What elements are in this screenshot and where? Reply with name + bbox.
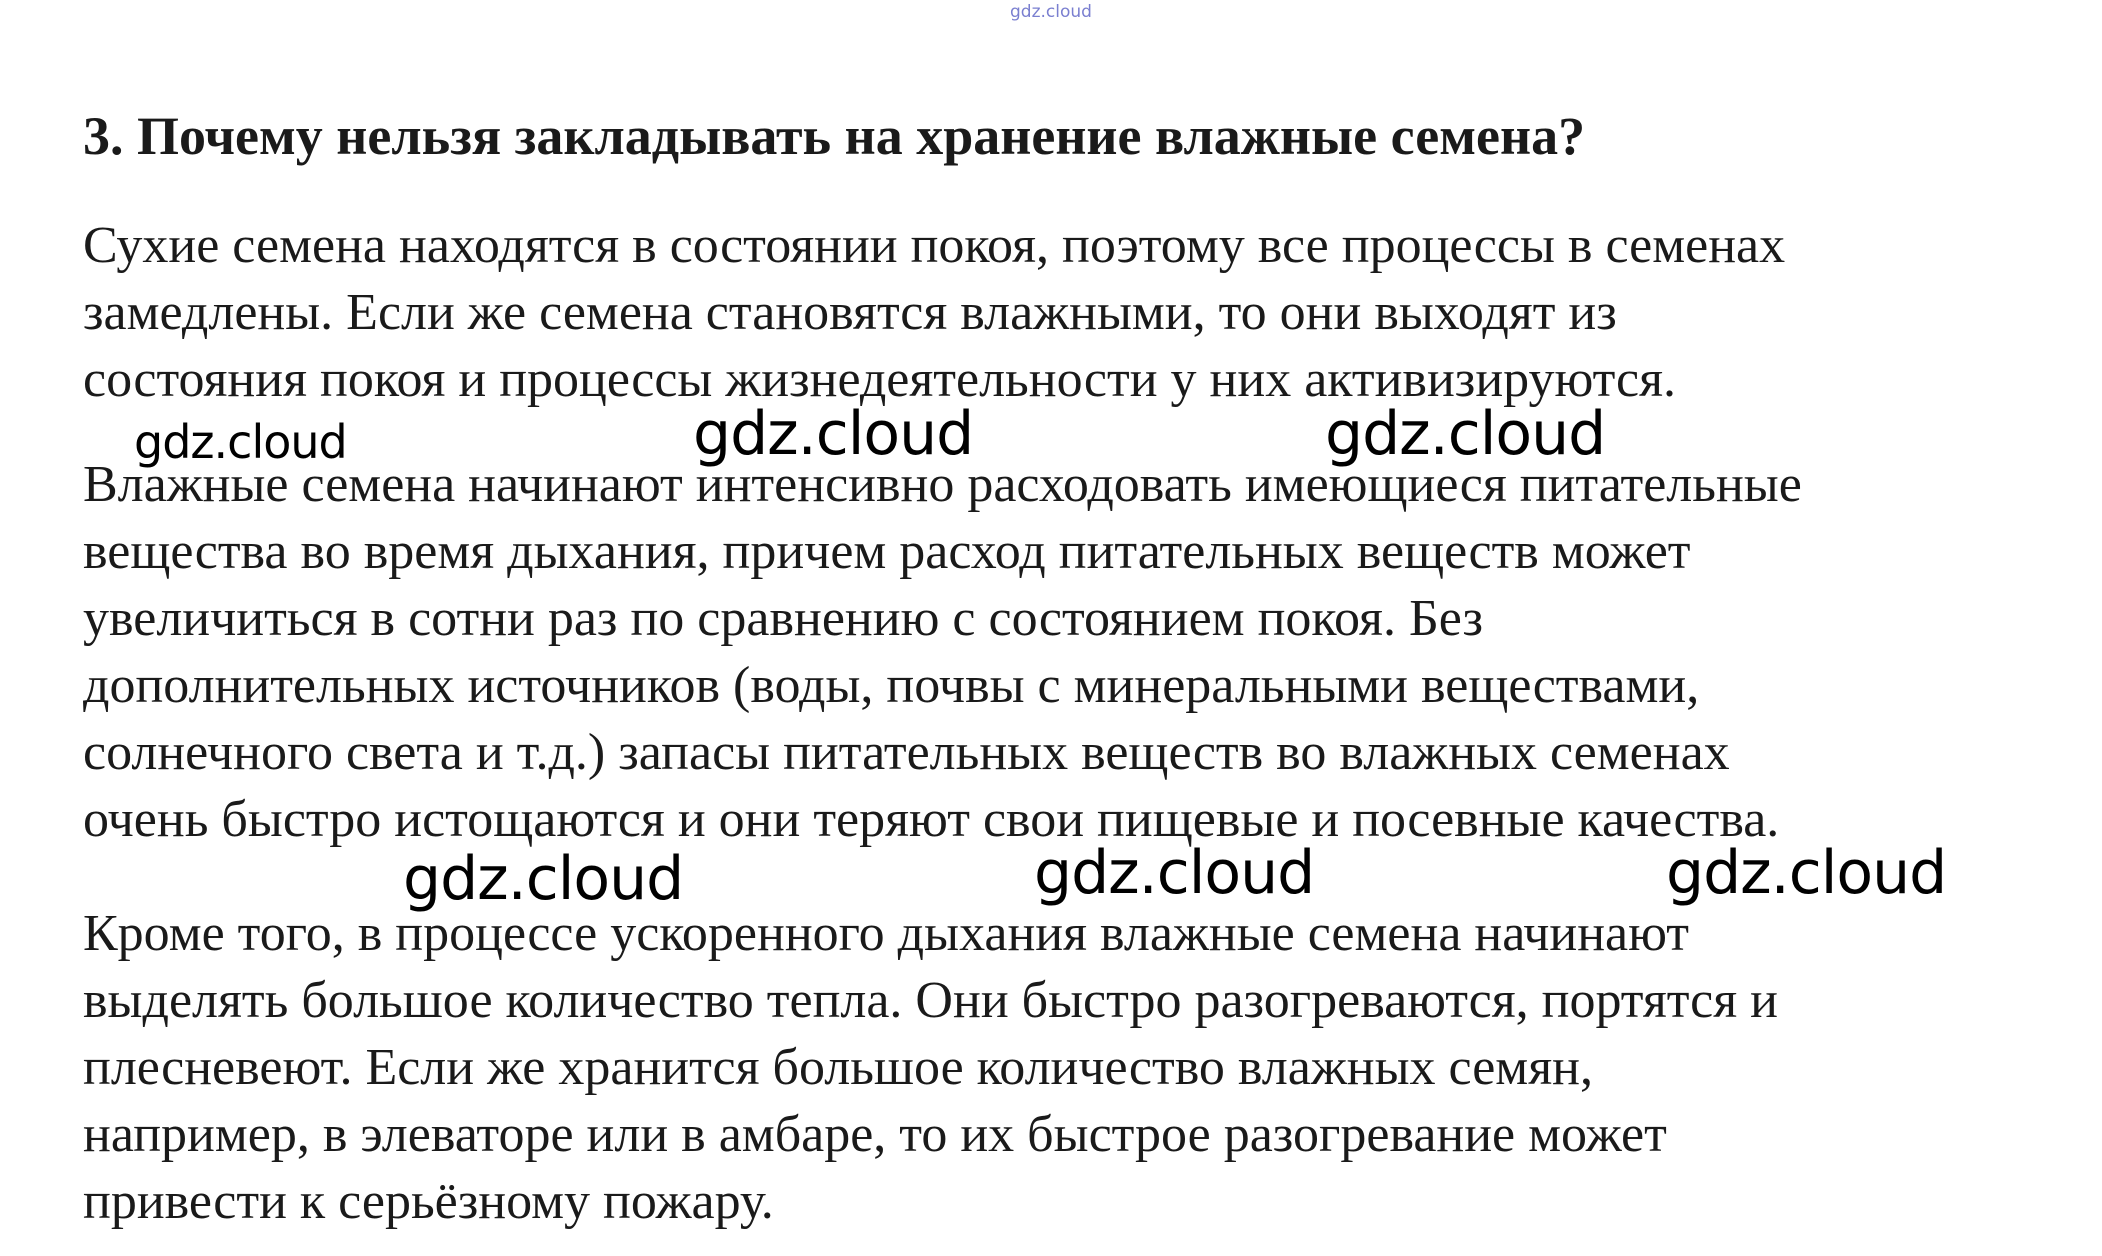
watermark: gdz.cloud xyxy=(1034,838,1315,908)
paragraph-line: например, в элеваторе или в амбаре, то их быстрое разогревание может xyxy=(83,1106,1667,1163)
watermark: gdz.cloud xyxy=(1666,838,1947,908)
top-watermark: gdz.cloud xyxy=(1010,2,1092,22)
watermark: gdz.cloud xyxy=(403,844,684,914)
paragraph-3 xyxy=(83,900,1778,1235)
paragraph-1 xyxy=(83,212,1785,413)
paragraph-line: замедлены. Если же семена становятся влажными, то они выходят из xyxy=(83,284,1617,341)
watermark: gdz.cloud xyxy=(1325,399,1606,469)
paragraph-line: привести к серьёзному пожару. xyxy=(83,1173,774,1230)
paragraph-line: состояния покоя и процессы жизнедеятельности у них активизируются. xyxy=(83,351,1676,408)
paragraph-line: плесневеют. Если же хранится большое количество влажных семян, xyxy=(83,1039,1593,1096)
paragraph-line: дополнительных источников (воды, почвы с минеральными веществами, xyxy=(83,657,1700,714)
paragraph-line: Сухие семена находятся в состоянии покоя, поэтому все процессы в семенах xyxy=(83,217,1786,274)
paragraph-line: Кроме того, в процессе ускоренного дыхания влажные семена начинают xyxy=(83,905,1690,962)
paragraph-2 xyxy=(83,451,1802,853)
question-title: 3. Почему нельзя закладывать на хранение влажные семена? xyxy=(83,106,1586,166)
paragraph-line: вещества во время дыхания, причем расход питательных веществ может xyxy=(83,523,1691,580)
paragraph-line: Влажные семена начинают интенсивно расходовать имеющиеся питательные xyxy=(83,456,1802,513)
watermark: gdz.cloud xyxy=(693,399,974,469)
paragraph-line: выделять большое количество тепла. Они быстро разогреваются, портятся и xyxy=(83,972,1778,1029)
paragraph-line: солнечного света и т.д.) запасы питательных веществ во влажных семенах xyxy=(83,724,1730,781)
paragraph-line: увеличиться в сотни раз по сравнению с состоянием покоя. Без xyxy=(83,590,1484,647)
watermark: gdz.cloud xyxy=(134,415,347,469)
paragraph-line: очень быстро истощаются и они теряют свои пищевые и посевные качества. xyxy=(83,791,1780,848)
